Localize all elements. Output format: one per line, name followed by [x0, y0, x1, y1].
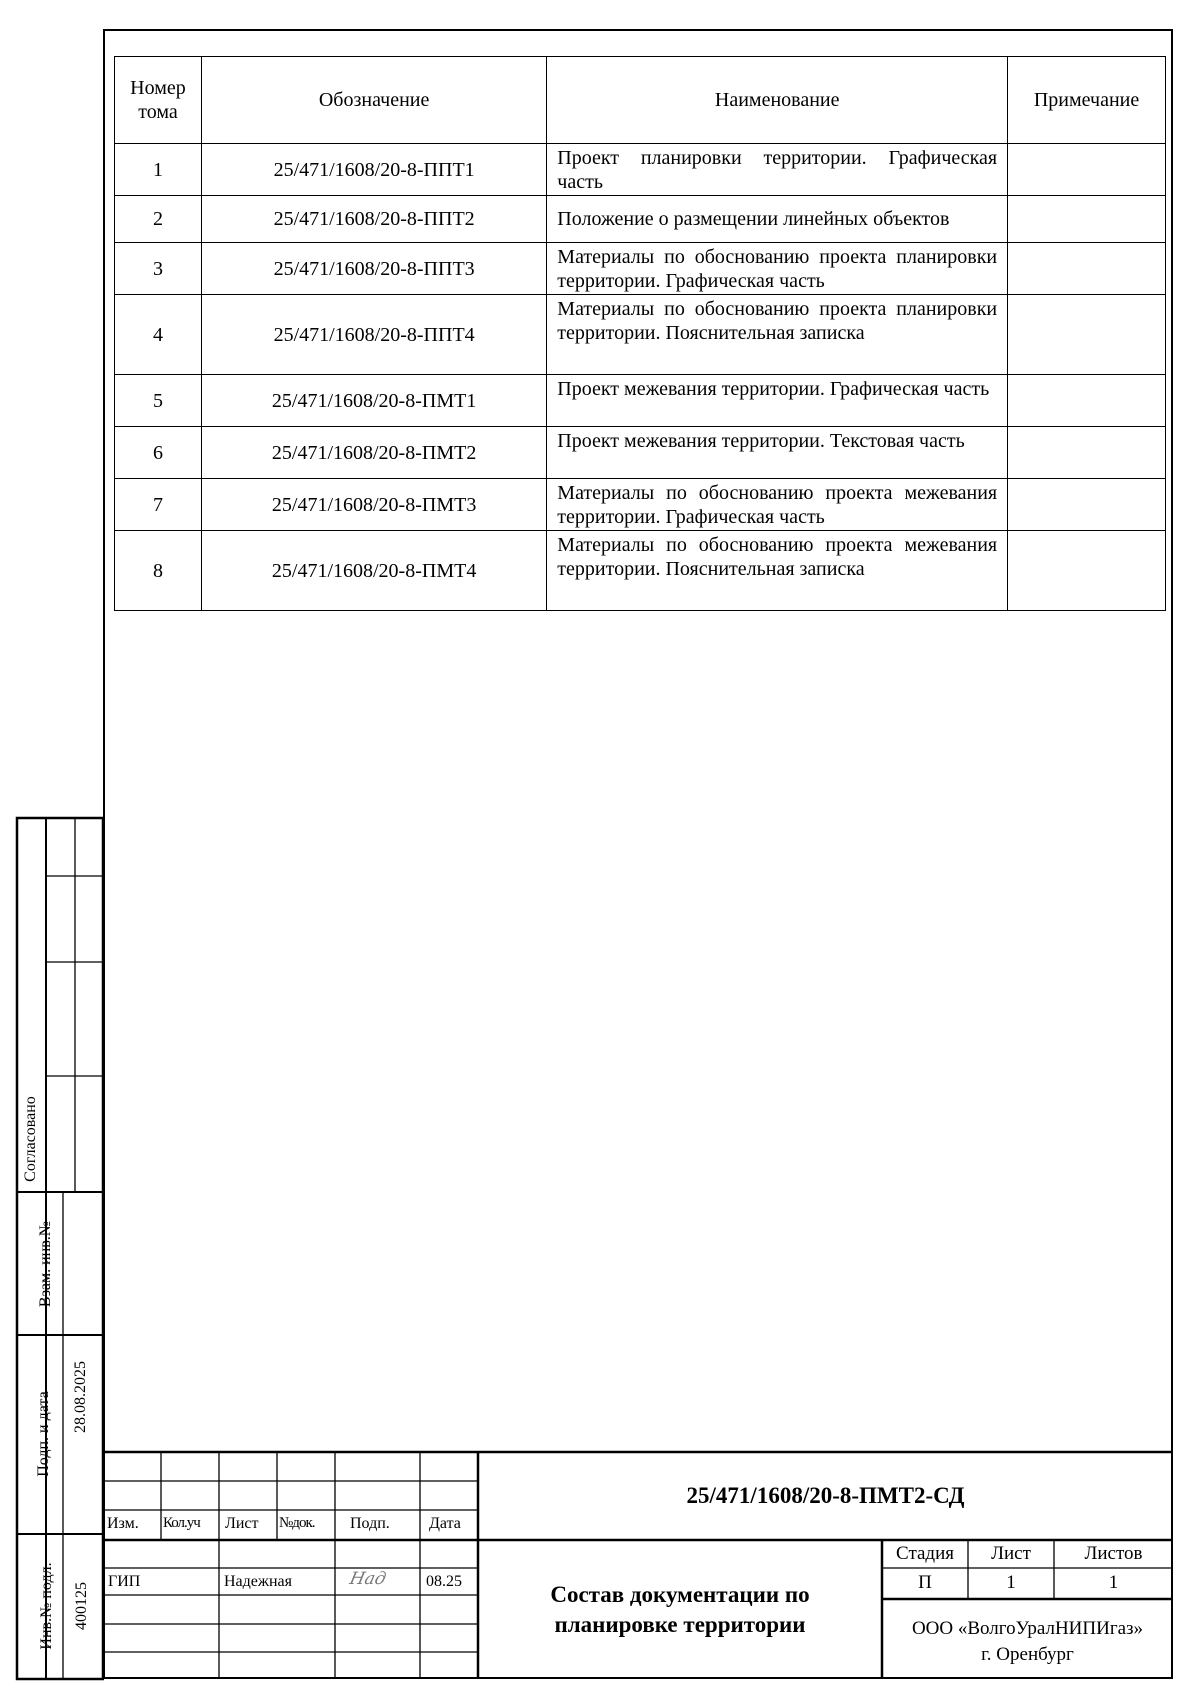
table-row: [115, 243, 1166, 295]
table-header-row: [115, 57, 1166, 144]
header-name: Наименование: [547, 57, 1008, 144]
volume-code: 25/471/1608/20-8-ПМТ1: [201, 375, 546, 427]
signer-name: Надежная: [224, 1573, 292, 1590]
document-title-line1: Состав документации по: [550, 1581, 810, 1607]
signature: Над: [347, 1569, 388, 1589]
inv-no-value: 400125: [73, 1582, 90, 1630]
volume-code: 25/471/1608/20-8-ППТ3: [201, 243, 546, 295]
col-label-kol: Кол.уч: [163, 1515, 200, 1531]
volume-code: 25/471/1608/20-8-ППТ2: [201, 196, 546, 243]
volume-name: Материалы по обоснованию проекта межевания территории. Графическая часть: [547, 479, 1008, 531]
document-title: [478, 1540, 882, 1679]
organization-name: ООО «ВолгоУралНИПИгаз»: [911, 1617, 1144, 1639]
volume-name: Проект межевания территории. Графическая часть: [547, 375, 1008, 427]
volume-number: 1: [115, 144, 202, 196]
replace-inv-label: Взам. инв.№: [37, 1220, 54, 1308]
volume-code: 25/471/1608/20-8-ППТ1: [201, 144, 546, 196]
volume-number: 2: [115, 196, 202, 243]
volume-name: Проект планировки территории. Графическая часть: [547, 144, 1008, 196]
table-row: [115, 479, 1166, 531]
volume-note: [1008, 375, 1166, 427]
table-row: [115, 144, 1166, 196]
sheets-label: Листов: [1084, 1543, 1143, 1564]
header-volume-number: Номер тома: [115, 57, 202, 144]
agreed-label: Согласовано: [22, 1096, 39, 1182]
volume-code: 25/471/1608/20-8-ПМТ3: [201, 479, 546, 531]
volume-note: [1008, 531, 1166, 611]
organization-city: г. Оренбург: [981, 1643, 1074, 1665]
volume-number: 7: [115, 479, 202, 531]
volume-name: Положение о размещении линейных объектов: [547, 196, 1008, 243]
stage-label: Стадия: [896, 1543, 954, 1564]
documentation-table: [114, 56, 1166, 611]
volume-number: 8: [115, 531, 202, 611]
sign-date-value: 28.08.2025: [72, 1361, 89, 1433]
volume-number: 3: [115, 243, 202, 295]
volume-note: [1008, 144, 1166, 196]
role-gip: ГИП: [108, 1573, 141, 1590]
table-row: [115, 427, 1166, 479]
sheets-value: 1: [1108, 1572, 1119, 1593]
table-row: [115, 196, 1166, 243]
col-label-podp: Подп.: [350, 1515, 390, 1532]
sign-date-label: Подп. и дата: [35, 1391, 52, 1477]
volume-code: 25/471/1608/20-8-ПМТ4: [201, 531, 546, 611]
col-label-date: Дата: [429, 1515, 461, 1532]
volume-number: 6: [115, 427, 202, 479]
header-designation: Обозначение: [201, 57, 546, 144]
volume-note: [1008, 479, 1166, 531]
volume-name: Материалы по обоснованию проекта планировки территории. Пояснительная записка: [547, 295, 1008, 375]
document-title-line2: планировке территории: [554, 1611, 806, 1637]
table-row: [115, 295, 1166, 375]
document-code: 25/471/1608/20-8-ПМТ2-СД: [686, 1483, 965, 1508]
volume-note: [1008, 427, 1166, 479]
col-label-list: Лист: [225, 1515, 259, 1532]
volume-note: [1008, 196, 1166, 243]
volume-number: 4: [115, 295, 202, 375]
volume-name: Материалы по обоснованию проекта межевания территории. Пояснительная записка: [547, 531, 1008, 611]
sign-date: 08.25: [426, 1573, 462, 1590]
volume-number: 5: [115, 375, 202, 427]
volume-code: 25/471/1608/20-8-ППТ4: [201, 295, 546, 375]
organization: [882, 1604, 1173, 1679]
col-label-izm: Изм.: [107, 1515, 139, 1532]
inv-no-label: Инв.№ подл.: [38, 1562, 55, 1650]
table-row: [115, 375, 1166, 427]
header-note: Примечание: [1008, 57, 1166, 144]
stage-value: П: [918, 1572, 932, 1593]
col-label-ndok: №док.: [279, 1515, 315, 1531]
volume-code: 25/471/1608/20-8-ПМТ2: [201, 427, 546, 479]
volume-note: [1008, 243, 1166, 295]
sheet-value: 1: [1006, 1572, 1016, 1593]
table-row: [115, 531, 1166, 611]
volume-name: Материалы по обоснованию проекта планировки территории. Графическая часть: [547, 243, 1008, 295]
volume-note: [1008, 295, 1166, 375]
volume-name: Проект межевания территории. Текстовая часть: [547, 427, 1008, 479]
sheet-label: Лист: [991, 1543, 1031, 1564]
